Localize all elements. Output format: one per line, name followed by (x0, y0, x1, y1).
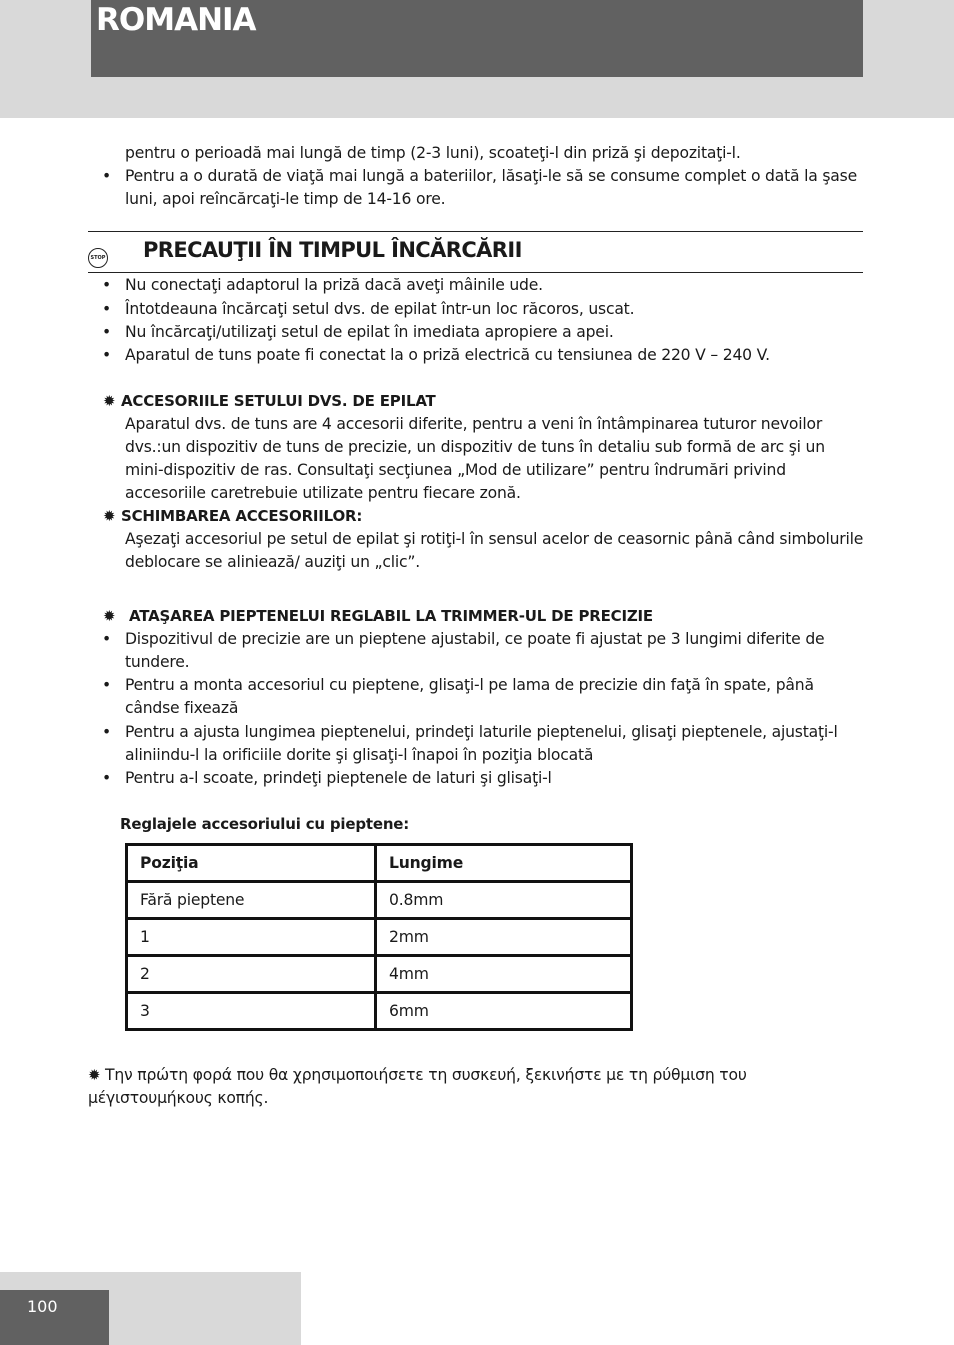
table-row (127, 956, 632, 993)
list-item: • Pentru a monta accesoriul cu pieptene, glisaţi-l pe lama de precizie din faţă în spate, până cândse fixează (125, 674, 865, 720)
table-cell: 2mm (376, 919, 632, 956)
list-item: • Dispozitivul de precizie are un pieptene ajustabil, ce poate fi ajustat pe 3 lungimi diferite de tundere. (125, 628, 865, 674)
accessories-heading: ACCESORIILE SETULUI DVS. DE EPILAT (121, 392, 436, 410)
table-caption: Reglajele accesoriului cu pieptene: (120, 815, 410, 833)
table-cell: 2 (127, 956, 376, 993)
sun-icon: ✹ (103, 607, 116, 625)
table-cell: 1 (127, 919, 376, 956)
changing-text: Aşezaţi accesoriul pe setul de epilat şi rotiţi-l în sensul acelor de ceasornic până când simbolurile deblocare se aliniează/ auziţi un „clic”. (125, 530, 864, 571)
intro-bullet: • Pentru a o durată de viaţă mai lungă a bateriilor, lăsaţi-le să se consume complet o dată la şase luni, apoi reîncărcaţi-le timp de 14-16 ore. (125, 165, 865, 211)
changing-heading-row (103, 505, 362, 528)
list-item: • Nu încărcaţi/utilizaţi setul de epilat în imediata apropiere a apei. (125, 321, 865, 344)
table-row (127, 882, 632, 919)
stop-icon: STOP (88, 248, 108, 268)
settings-table (125, 843, 633, 1031)
table-header-cell: Poziţia (127, 845, 376, 882)
greek-note: Την πρώτη φορά που θα χρησιμοποιήσετε τη συσκευή, ξεκινήστε με τη ρύθμιση του μέγιστουμήκους κοπής. (88, 1066, 747, 1107)
table-cell: 0.8mm (376, 882, 632, 919)
page-number-box (0, 1290, 109, 1345)
list-item: • Aparatul de tuns poate fi conectat la o priză electrică cu tensiunea de 220 V – 240 V. (125, 344, 865, 367)
table-cell: Fără pieptene (127, 882, 376, 919)
list-item: • Nu conectaţi adaptorul la priză dacă aveţi mâinile ude. (125, 274, 865, 297)
header-title-box (91, 0, 863, 77)
list-item: • Pentru a ajusta lungimea pieptenelui, prindeţi laturile pieptenelui, glisaţi pieptenele, ajustaţi-l aliniindu-l la orificiile dorite şi glisaţi-l înapoi în poziţia blocată (125, 721, 865, 767)
section-rule-top (88, 231, 863, 232)
accessories-heading-row (103, 390, 436, 413)
precautions-heading: PRECAUŢII ÎN TIMPUL ÎNCĂRCĂRII (143, 238, 522, 262)
list-item: • Pentru a-l scoate, prindeţi pieptenele de laturi şi glisaţi-l (125, 767, 865, 790)
sun-icon: ✹ (88, 1066, 101, 1084)
comb-heading: ATAŞAREA PIEPTENELUI REGLABIL LA TRIMMER-UL DE PRECIZIE (129, 607, 653, 625)
table-header-row (127, 845, 632, 882)
table-header-cell: Lungime (376, 845, 632, 882)
comb-heading-row (103, 605, 653, 628)
table-row (127, 919, 632, 956)
sun-icon: ✹ (103, 392, 116, 410)
table-cell: 3 (127, 993, 376, 1030)
page-number: 100 (27, 1297, 58, 1316)
section-rule-bottom (88, 272, 863, 273)
table-cell: 6mm (376, 993, 632, 1030)
page-title: ROMANIA (96, 2, 256, 38)
precautions-heading-row (88, 236, 863, 270)
intro-continuation: pentru o perioadă mai lungă de timp (2-3 luni), scoateţi-l din priză şi depozitaţi-l. (125, 144, 741, 162)
sun-icon: ✹ (103, 507, 116, 525)
changing-heading: SCHIMBAREA ACCESORIILOR: (121, 507, 363, 525)
accessories-text: Aparatul dvs. de tuns are 4 accesorii diferite, pentru a veni în întâmpinarea tuturor nevoilor dvs.:un dispozitiv de tuns de precizie, un dispozitiv de tuns în detaliu sub formă de arc şi un mini-dispozitiv de ras. Consultaţi secţiunea „Mod de utilizare” pentru îndrumări privind accesoriile caretrebuie utilizate pentru fiecare zonă. (125, 415, 825, 502)
table-cell: 4mm (376, 956, 632, 993)
table-row (127, 993, 632, 1030)
greek-note-row (88, 1064, 828, 1110)
list-item: • Întotdeauna încărcaţi setul dvs. de epilat într-un loc răcoros, uscat. (125, 298, 865, 321)
